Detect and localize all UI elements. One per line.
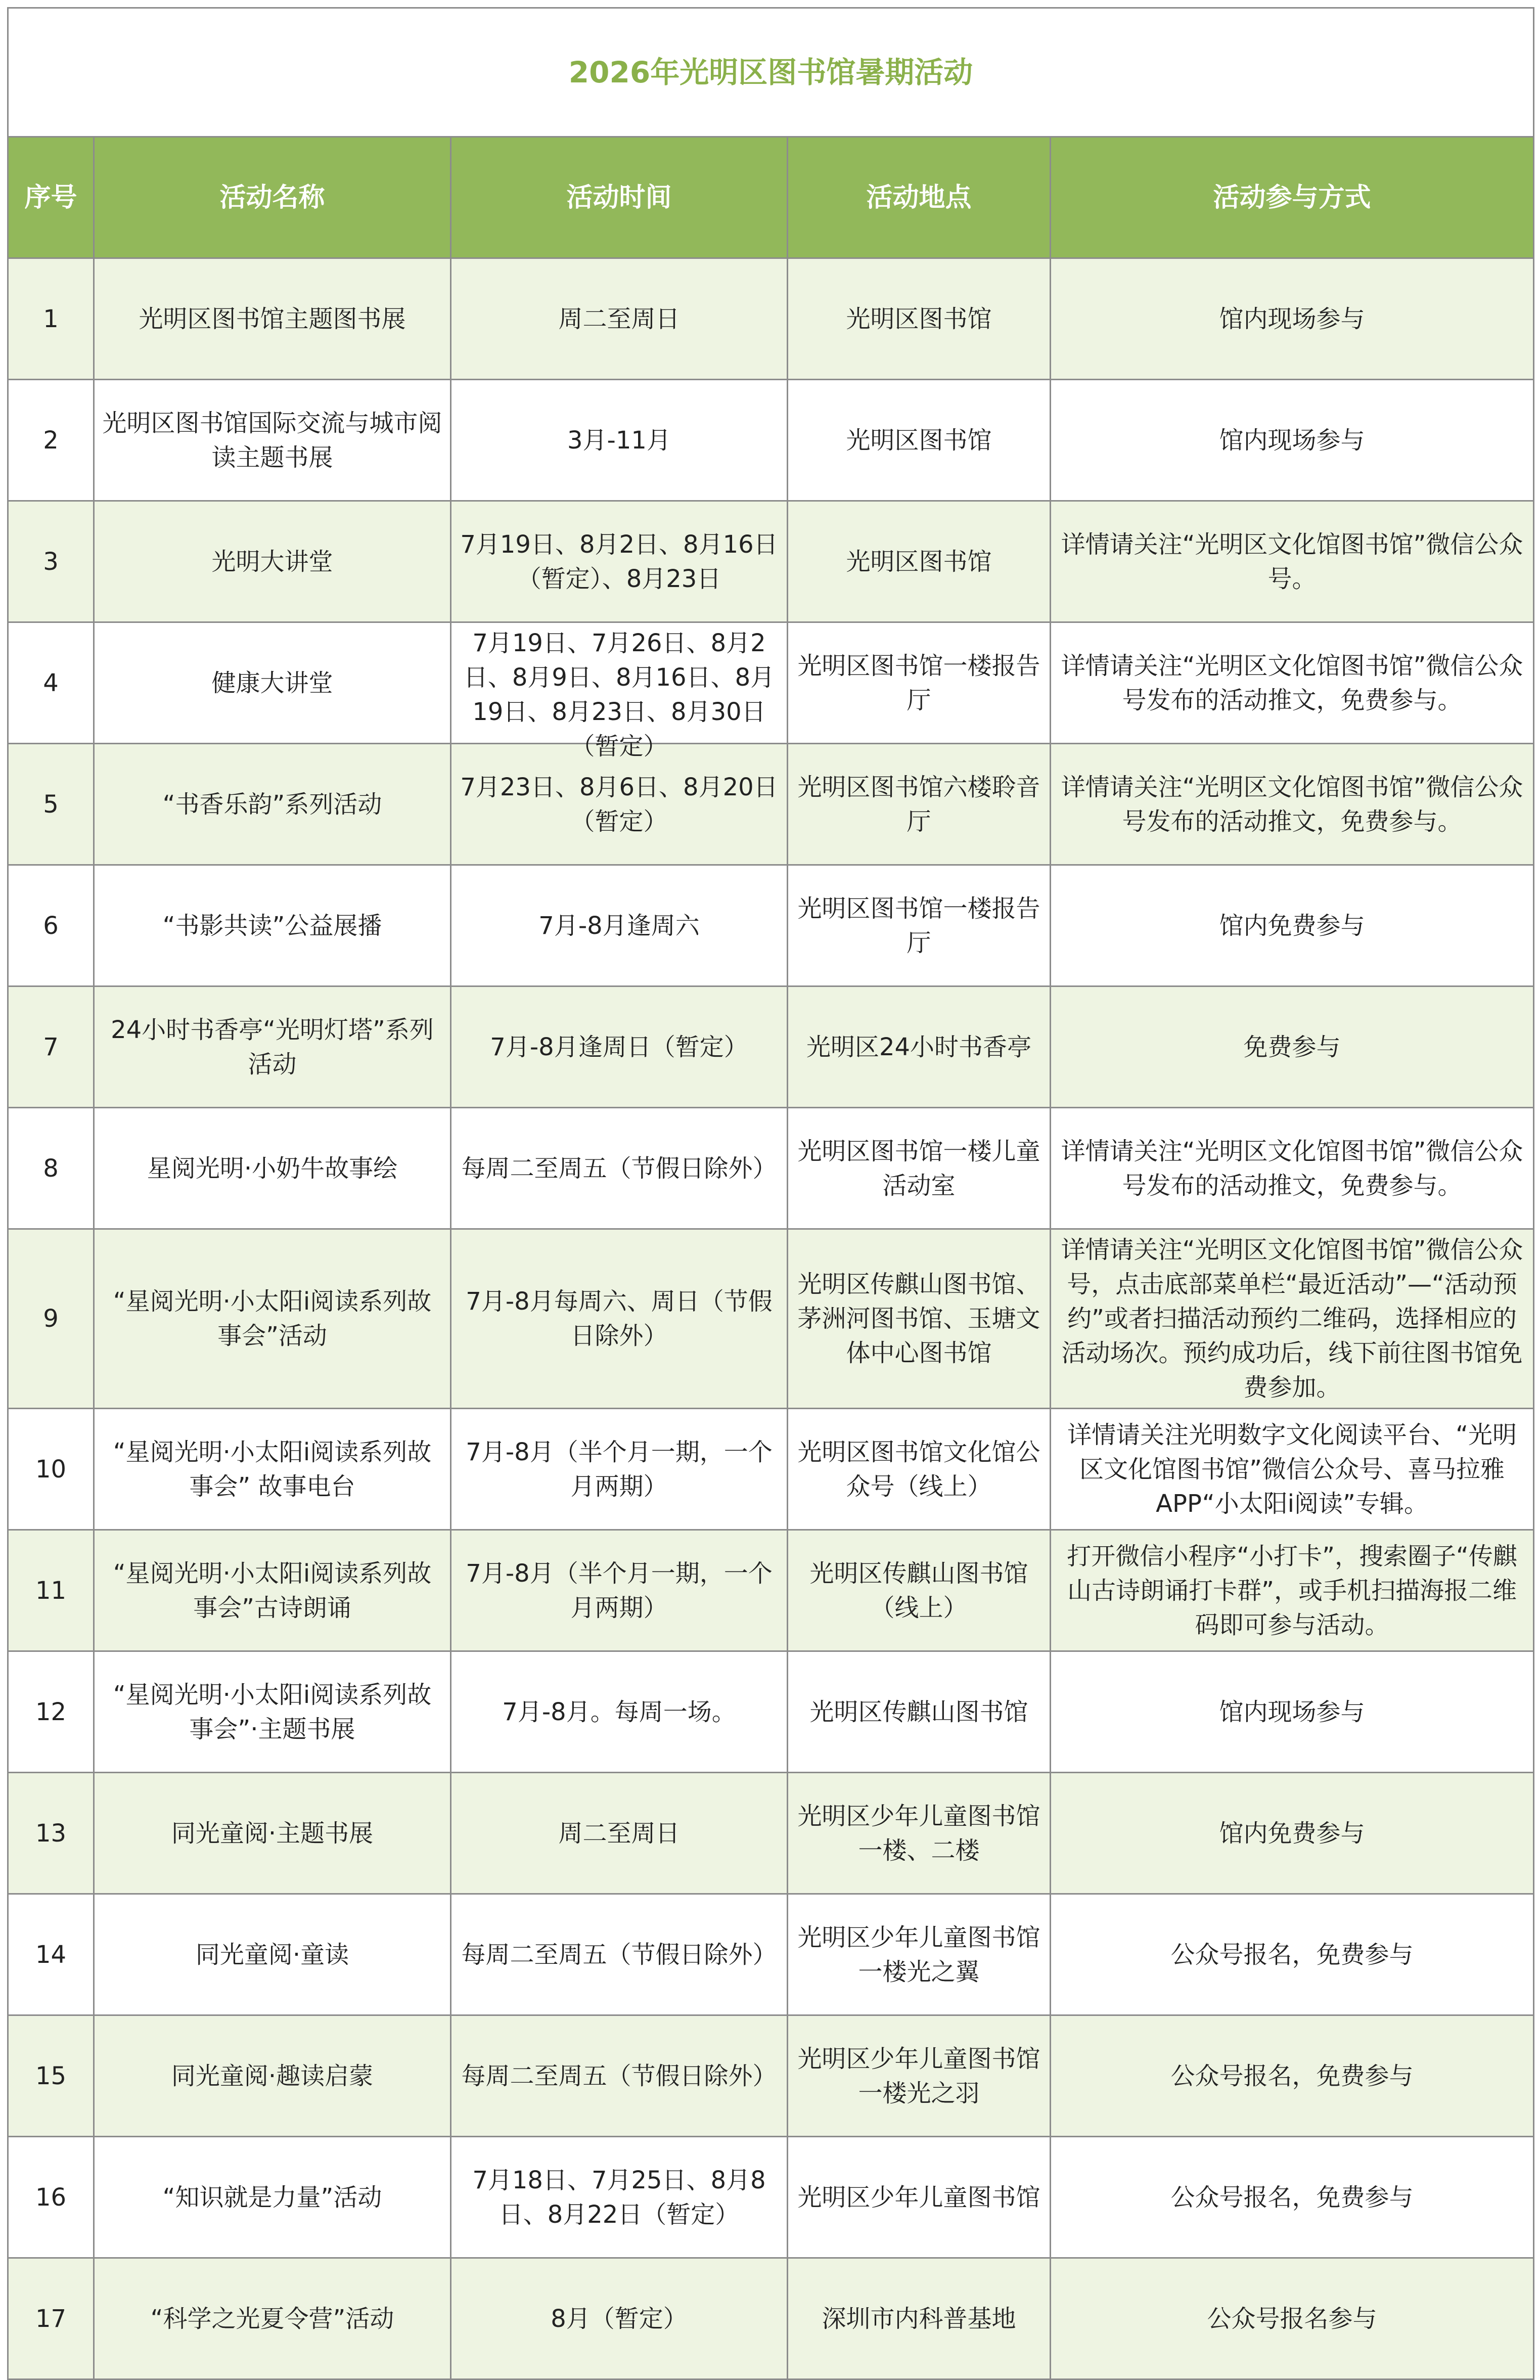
cell-activity-time — [451, 1651, 788, 1773]
table-row — [8, 1229, 1534, 1409]
cell-participation-method-text: 馆内现场参与 — [1219, 426, 1365, 455]
cell-activity-time — [451, 1108, 788, 1229]
table-row — [8, 1409, 1534, 1530]
cell-participation-method-text: 免费参与 — [1243, 1032, 1341, 1061]
cell-participation-method — [1051, 501, 1534, 622]
cell-activity-time-text: 7月-8月（半个月一期，一个月两期） — [466, 1559, 773, 1622]
cell-activity-time — [451, 501, 788, 622]
cell-activity-name — [94, 2137, 451, 2258]
cell-activity-location — [788, 258, 1051, 380]
cell-activity-time-text: 7月19日、7月26日、8月2日、8月9日、8月16日、8月19日、8月23日、8月30日（暂定） — [463, 629, 775, 760]
cell-index — [8, 1894, 94, 2015]
cell-activity-time — [451, 865, 788, 986]
cell-activity-time-text: 7月19日、8月2日、8月16日（暂定）、8月23日 — [460, 530, 778, 593]
cell-activity-time — [451, 1229, 788, 1409]
cell-activity-name — [94, 1530, 451, 1651]
cell-participation-method — [1051, 2258, 1534, 2379]
header-activity-name: 活动名称 — [94, 137, 451, 258]
cell-activity-location-text: 光明区少年儿童图书馆一楼光之翼 — [797, 1923, 1040, 1986]
cell-index-text: 3 — [43, 547, 59, 576]
table-row — [8, 258, 1534, 380]
cell-index — [8, 622, 94, 744]
cell-index — [8, 2137, 94, 2258]
header-activity-location: 活动地点 — [788, 137, 1051, 258]
cell-participation-method-text: 公众号报名，免费参与 — [1170, 1940, 1414, 1969]
cell-activity-location — [788, 1894, 1051, 2015]
cell-index — [8, 986, 94, 1108]
cell-activity-time-text: 7月-8月逢周日（暂定） — [490, 1032, 748, 1061]
cell-activity-name — [94, 865, 451, 986]
cell-activity-time-text: 每周二至周五（节假日除外） — [461, 1940, 777, 1969]
cell-participation-method — [1051, 1651, 1534, 1773]
cell-index-text: 8 — [43, 1154, 59, 1183]
cell-activity-time-text: 3月-11月 — [567, 426, 671, 455]
cell-activity-name-text: “星阅光明·小太阳i阅读系列故事会”古诗朗诵 — [113, 1559, 432, 1622]
cell-index-text: 2 — [43, 426, 59, 455]
cell-participation-method-text: 详情请关注“光明区文化馆图书馆”微信公众号发布的活动推文，免费参与。 — [1061, 773, 1523, 836]
cell-activity-time-text: 7月-8月每周六、周日（节假日除外） — [466, 1287, 773, 1350]
cell-participation-method-text: 馆内现场参与 — [1219, 304, 1365, 333]
cell-activity-name-text: “科学之光夏令营”活动 — [150, 2304, 394, 2333]
cell-activity-time-text: 7月-8月逢周六 — [538, 911, 700, 940]
cell-activity-location-text: 光明区传麒山图书馆（线上） — [809, 1559, 1028, 1622]
cell-activity-name-text: 星阅光明·小奶牛故事绘 — [147, 1154, 398, 1183]
cell-activity-location — [788, 1773, 1051, 1894]
cell-activity-time — [451, 258, 788, 380]
cell-participation-method-text: 详情请关注“光明区文化馆图书馆”微信公众号。 — [1061, 530, 1523, 593]
cell-activity-location — [788, 622, 1051, 744]
cell-activity-name-text: 光明区图书馆主题图书展 — [139, 304, 406, 333]
cell-index — [8, 1530, 94, 1651]
cell-activity-name — [94, 622, 451, 744]
cell-participation-method-text: 馆内现场参与 — [1219, 1697, 1365, 1726]
cell-index — [8, 1409, 94, 1530]
cell-activity-location-text: 光明区传麒山图书馆、茅洲河图书馆、玉塘文体中心图书馆 — [797, 1270, 1040, 1367]
cell-activity-time-text: 7月-8月（半个月一期，一个月两期） — [466, 1438, 773, 1501]
cell-participation-method — [1051, 1894, 1534, 2015]
cell-activity-location-text: 光明区图书馆一楼报告厅 — [797, 651, 1040, 714]
cell-participation-method — [1051, 1530, 1534, 1651]
table-row — [8, 1108, 1534, 1229]
table-row — [8, 501, 1534, 622]
cell-index-text: 5 — [43, 790, 59, 819]
cell-activity-name-text: 健康大讲堂 — [211, 668, 333, 697]
cell-participation-method — [1051, 1108, 1534, 1229]
cell-activity-time — [451, 1409, 788, 1530]
cell-activity-name — [94, 1108, 451, 1229]
cell-activity-location-text: 光明区图书馆六楼聆音厅 — [797, 773, 1040, 836]
cell-index — [8, 2015, 94, 2137]
cell-participation-method-text: 详情请关注“光明区文化馆图书馆”微信公众号发布的活动推文，免费参与。 — [1061, 651, 1523, 714]
cell-activity-time — [451, 2258, 788, 2379]
cell-activity-location — [788, 2137, 1051, 2258]
cell-activity-location-text: 光明区少年儿童图书馆一楼光之羽 — [797, 2044, 1040, 2107]
cell-index-text: 10 — [35, 1455, 67, 1484]
cell-activity-name — [94, 986, 451, 1108]
cell-participation-method-text: 公众号报名，免费参与 — [1170, 2183, 1414, 2212]
cell-index — [8, 865, 94, 986]
cell-activity-name-text: “星阅光明·小太阳i阅读系列故事会”活动 — [113, 1287, 432, 1350]
cell-activity-time-text: 8月（暂定） — [551, 2304, 688, 2333]
cell-activity-location-text: 光明区图书馆文化馆公众号（线上） — [797, 1438, 1040, 1501]
cell-activity-name-text: 光明区图书馆国际交流与城市阅读主题书展 — [102, 409, 442, 472]
cell-index-text: 4 — [43, 668, 59, 697]
cell-participation-method-text: 详情请关注“光明区文化馆图书馆”微信公众号，点击底部菜单栏“最近活动”—“活动预约”或者扫描活动预约二维码，选择相应的活动场次。预约成功后，线下前往图书馆免费参加。 — [1061, 1236, 1523, 1402]
table-row — [8, 865, 1534, 986]
cell-index — [8, 1108, 94, 1229]
table-title: 2026年光明区图书馆暑期活动 — [8, 8, 1534, 137]
cell-participation-method-text: 打开微信小程序“小打卡”，搜索圈子“传麒山古诗朗诵打卡群”，或手机扫描海报二维码即可参与活动。 — [1067, 1542, 1517, 1639]
cell-activity-name — [94, 1651, 451, 1773]
cell-activity-location-text: 光明区图书馆 — [846, 547, 992, 576]
cell-activity-name-text: “知识就是力量”活动 — [162, 2183, 382, 2212]
cell-activity-name — [94, 1229, 451, 1409]
cell-index-text: 15 — [35, 2061, 67, 2090]
cell-activity-name-text: “星阅光明·小太阳i阅读系列故事会” 故事电台 — [113, 1438, 432, 1501]
cell-activity-location — [788, 1530, 1051, 1651]
cell-activity-time-text: 周二至周日 — [558, 1819, 680, 1848]
cell-activity-location-text: 光明区图书馆一楼儿童活动室 — [797, 1137, 1040, 1200]
cell-index — [8, 744, 94, 865]
cell-activity-time — [451, 1773, 788, 1894]
cell-index-text: 13 — [35, 1819, 67, 1848]
cell-activity-time — [451, 380, 788, 501]
cell-activity-time — [451, 1530, 788, 1651]
cell-activity-location-text: 光明区24小时书香亭 — [806, 1032, 1032, 1061]
cell-participation-method — [1051, 622, 1534, 744]
cell-participation-method — [1051, 2137, 1534, 2258]
cell-index-text: 16 — [35, 2183, 67, 2212]
cell-activity-location-text: 光明区图书馆 — [846, 426, 992, 455]
cell-activity-time-text: 7月18日、7月25日、8月8日、8月22日（暂定） — [472, 2166, 766, 2229]
table-row — [8, 2015, 1534, 2137]
cell-activity-name — [94, 1894, 451, 2015]
cell-index — [8, 1229, 94, 1409]
cell-index-text: 9 — [43, 1305, 59, 1333]
cell-activity-location — [788, 1108, 1051, 1229]
header-index: 序号 — [8, 137, 94, 258]
table-row — [8, 1773, 1534, 1894]
cell-index — [8, 258, 94, 380]
cell-activity-location — [788, 865, 1051, 986]
cell-index-text: 1 — [43, 304, 59, 333]
cell-index — [8, 1651, 94, 1773]
cell-index-text: 17 — [35, 2304, 67, 2333]
cell-participation-method — [1051, 744, 1534, 865]
cell-participation-method — [1051, 380, 1534, 501]
cell-activity-location-text: 光明区传麒山图书馆 — [809, 1697, 1028, 1726]
cell-index-text: 11 — [35, 1576, 67, 1605]
table-header-row — [8, 137, 1534, 258]
cell-activity-location — [788, 744, 1051, 865]
cell-participation-method — [1051, 1773, 1534, 1894]
table-row — [8, 622, 1534, 744]
cell-participation-method-text: 公众号报名，免费参与 — [1170, 2061, 1414, 2090]
cell-index — [8, 501, 94, 622]
cell-activity-location — [788, 1229, 1051, 1409]
cell-participation-method — [1051, 258, 1534, 380]
cell-participation-method — [1051, 865, 1534, 986]
cell-activity-location — [788, 1409, 1051, 1530]
cell-participation-method-text: 详情请关注“光明区文化馆图书馆”微信公众号发布的活动推文，免费参与。 — [1061, 1137, 1523, 1200]
header-participation-method: 活动参与方式 — [1051, 137, 1534, 258]
table-row — [8, 2137, 1534, 2258]
activity-table-sheet — [7, 7, 1533, 2359]
cell-activity-name-text: 同光童阅·童读 — [195, 1940, 349, 1969]
cell-activity-name — [94, 1773, 451, 1894]
cell-index — [8, 2258, 94, 2379]
cell-participation-method — [1051, 1229, 1534, 1409]
cell-participation-method — [1051, 2015, 1534, 2137]
cell-activity-location-text: 光明区少年儿童图书馆一楼、二楼 — [797, 1802, 1040, 1865]
table-row — [8, 1894, 1534, 2015]
cell-activity-name — [94, 2258, 451, 2379]
cell-activity-location — [788, 1651, 1051, 1773]
cell-activity-name-text: 同光童阅·趣读启蒙 — [171, 2061, 374, 2090]
cell-activity-name-text: “书影共读”公益展播 — [162, 911, 382, 940]
cell-activity-name — [94, 1409, 451, 1530]
cell-activity-time-text: 7月23日、8月6日、8月20日（暂定） — [460, 773, 778, 836]
cell-index-text: 14 — [35, 1940, 67, 1969]
table-row — [8, 1651, 1534, 1773]
cell-activity-location-text: 光明区少年儿童图书馆 — [797, 2183, 1040, 2212]
header-activity-time: 活动时间 — [451, 137, 788, 258]
cell-activity-location — [788, 2015, 1051, 2137]
cell-activity-time-text: 每周二至周五（节假日除外） — [461, 2061, 777, 2090]
cell-activity-name-text: “书香乐韵”系列活动 — [162, 790, 382, 819]
cell-activity-name-text: 同光童阅·主题书展 — [171, 1819, 374, 1848]
cell-index-text: 12 — [35, 1697, 67, 1726]
cell-activity-name — [94, 744, 451, 865]
cell-activity-location — [788, 2258, 1051, 2379]
cell-activity-name — [94, 380, 451, 501]
cell-activity-time-text: 周二至周日 — [558, 304, 680, 333]
cell-participation-method — [1051, 1409, 1534, 1530]
table-row — [8, 1530, 1534, 1651]
cell-index-text: 7 — [43, 1032, 59, 1061]
cell-participation-method — [1051, 986, 1534, 1108]
cell-activity-location-text: 光明区图书馆 — [846, 304, 992, 333]
cell-activity-time — [451, 986, 788, 1108]
cell-activity-location-text: 光明区图书馆一楼报告厅 — [797, 894, 1040, 957]
cell-participation-method-text: 馆内免费参与 — [1219, 911, 1365, 940]
cell-activity-name-text: “星阅光明·小太阳i阅读系列故事会”·主题书展 — [113, 1680, 432, 1743]
cell-index — [8, 1773, 94, 1894]
table-row — [8, 744, 1534, 865]
cell-activity-name-text: 光明大讲堂 — [211, 547, 333, 576]
cell-participation-method-text: 馆内免费参与 — [1219, 1819, 1365, 1848]
cell-activity-time — [451, 1894, 788, 2015]
cell-index — [8, 380, 94, 501]
cell-activity-time — [451, 2137, 788, 2258]
table-row — [8, 986, 1534, 1108]
table-row — [8, 380, 1534, 501]
cell-activity-name — [94, 258, 451, 380]
cell-activity-name — [94, 2015, 451, 2137]
cell-activity-location — [788, 501, 1051, 622]
cell-activity-location — [788, 380, 1051, 501]
cell-activity-time-text: 7月-8月。每周一场。 — [502, 1697, 736, 1726]
cell-index-text: 6 — [43, 911, 59, 940]
table-row — [8, 2258, 1534, 2379]
cell-participation-method-text: 详情请关注光明数字文化阅读平台、“光明区文化馆图书馆”微信公众号、喜马拉雅APP“小太阳i阅读”专辑。 — [1067, 1420, 1517, 1518]
cell-activity-location — [788, 986, 1051, 1108]
cell-activity-name — [94, 501, 451, 622]
cell-activity-time — [451, 2015, 788, 2137]
cell-activity-time-text: 每周二至周五（节假日除外） — [461, 1154, 777, 1183]
cell-activity-location-text: 深圳市内科普基地 — [822, 2304, 1016, 2333]
cell-participation-method-text: 公众号报名参与 — [1207, 2304, 1377, 2333]
activity-table — [7, 7, 1534, 2380]
cell-activity-name-text: 24小时书香亭“光明灯塔”系列活动 — [111, 1015, 434, 1079]
cell-activity-time — [451, 622, 788, 760]
